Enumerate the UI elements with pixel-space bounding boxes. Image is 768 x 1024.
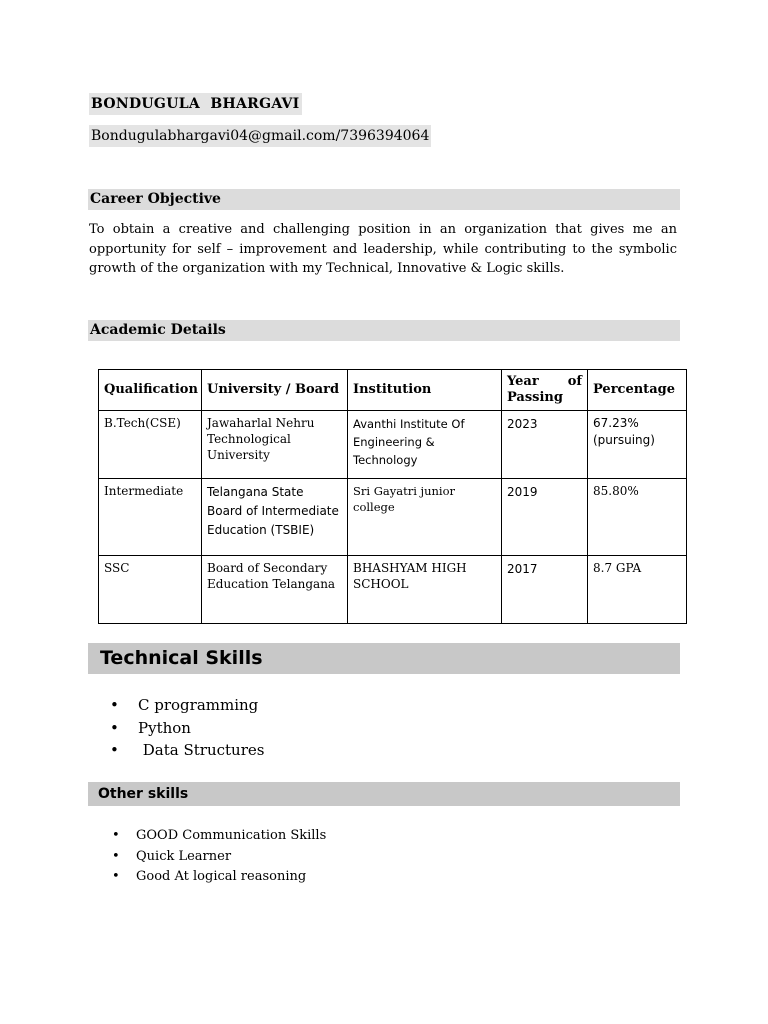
list-item bbox=[112, 847, 326, 868]
bullet-icon: • bbox=[112, 828, 120, 843]
cell-percentage: 67.23% (pursuing) bbox=[588, 411, 687, 479]
academic-table bbox=[98, 369, 687, 624]
table-row bbox=[99, 556, 687, 624]
bullet-icon: • bbox=[110, 696, 119, 714]
technical-skills-heading: Technical Skills bbox=[88, 643, 680, 674]
table-row bbox=[99, 479, 687, 556]
other-skills-heading: Other skills bbox=[88, 782, 680, 806]
header-institution: Institution bbox=[348, 370, 502, 411]
skill-label: GOOD Communication Skills bbox=[136, 828, 327, 843]
cell-qualification: B.Tech(CSE) bbox=[99, 411, 202, 479]
cell-institution: Sri Gayatri junior college bbox=[348, 479, 502, 556]
skill-label: Good At logical reasoning bbox=[136, 869, 307, 884]
cell-year: 2019 bbox=[502, 479, 588, 556]
bullet-icon: • bbox=[110, 741, 119, 759]
candidate-name: BONDUGULA BHARGAVI bbox=[89, 93, 302, 115]
bullet-icon: • bbox=[112, 848, 120, 864]
cell-year: 2017 bbox=[502, 556, 588, 624]
list-item bbox=[112, 867, 326, 888]
other-skills-list bbox=[112, 826, 326, 888]
cell-qualification: SSC bbox=[99, 556, 202, 624]
career-objective-heading: Career Objective bbox=[88, 189, 680, 210]
academic-details-heading: Academic Details bbox=[88, 320, 680, 341]
bullet-icon: • bbox=[110, 718, 119, 737]
table-row bbox=[99, 411, 687, 479]
list-item bbox=[110, 694, 264, 717]
skill-label: Data Structures bbox=[138, 741, 265, 759]
list-item bbox=[110, 739, 264, 762]
cell-university: Telangana State Board of Intermediate Education (TSBIE) bbox=[202, 479, 348, 556]
header-qualification: Qualification bbox=[99, 370, 202, 411]
cell-university: Jawaharlal Nehru Technological University bbox=[202, 411, 348, 479]
cell-university: Board of Secondary Education Telangana bbox=[202, 556, 348, 624]
cell-qualification: Intermediate bbox=[99, 479, 202, 556]
skill-label: Quick Learner bbox=[136, 848, 232, 864]
cell-percentage: 8.7 GPA bbox=[588, 556, 687, 624]
cell-year: 2023 bbox=[502, 411, 588, 479]
header-university: University / Board bbox=[202, 370, 348, 411]
header-percentage: Percentage bbox=[588, 370, 687, 411]
cell-percentage: 85.80% bbox=[588, 479, 687, 556]
skill-label: C programming bbox=[138, 696, 259, 714]
skill-label: Python bbox=[138, 718, 191, 737]
career-objective-text: To obtain a creative and challenging position in an organization that gives me an opportunity for self – improvement and leadership, while contributing to the symbolic growth of the organization with my Technical, Innovative & Logic skills. bbox=[89, 222, 677, 276]
cell-institution: BHASHYAM HIGH SCHOOL bbox=[348, 556, 502, 624]
contact-info: Bondugulabhargavi04@gmail.com/7396394064 bbox=[89, 125, 431, 147]
bullet-icon: • bbox=[112, 869, 120, 884]
list-item bbox=[112, 826, 326, 847]
header-year: Year of Passing bbox=[502, 370, 588, 411]
list-item bbox=[110, 717, 264, 740]
cell-institution: Avanthi Institute Of Engineering & Technology bbox=[348, 411, 502, 479]
table-header-row bbox=[99, 370, 687, 411]
technical-skills-list bbox=[110, 694, 264, 762]
